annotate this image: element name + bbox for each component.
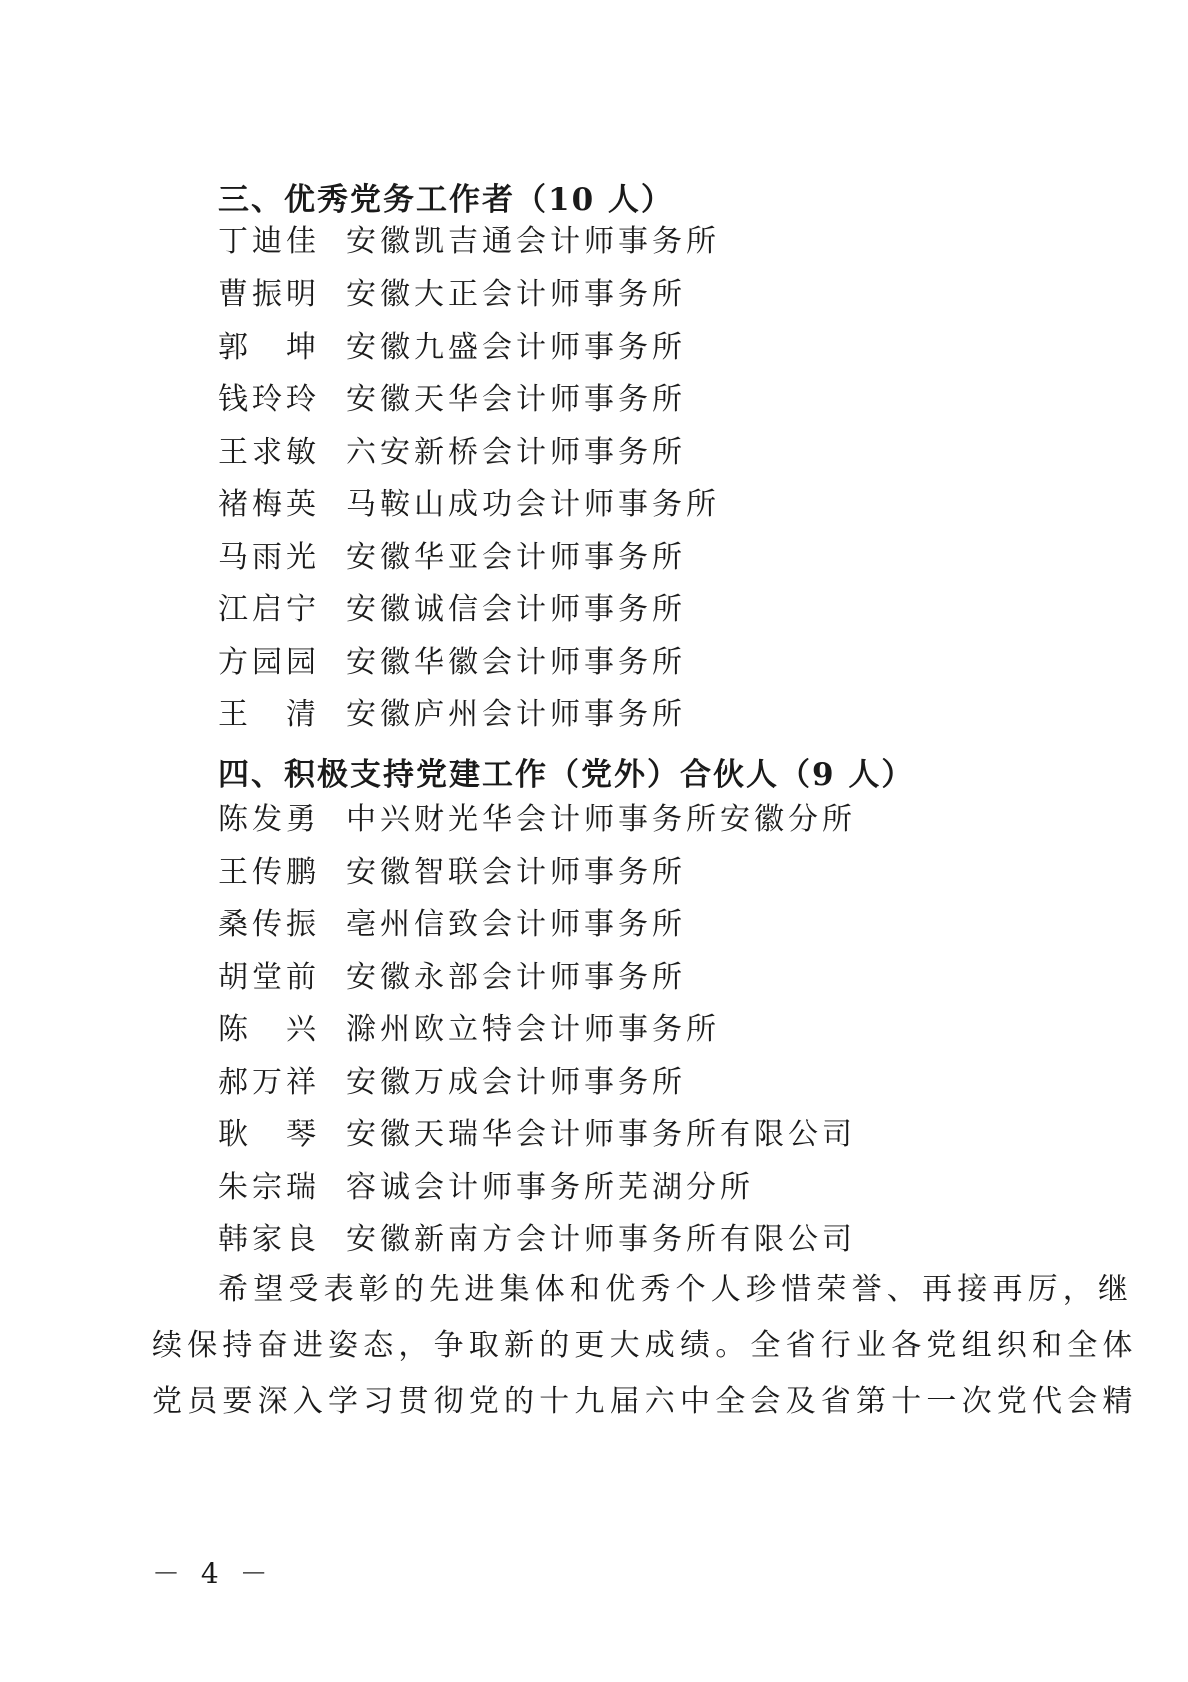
section4-entry (218, 1063, 686, 1103)
firm-name: 安徽庐州会计师事务所 (346, 697, 686, 732)
firm-name: 六安新桥会计师事务所 (346, 435, 686, 470)
firm-name: 安徽天华会计师事务所 (346, 382, 686, 417)
firm-name: 中兴财光华会计师事务所安徽分所 (346, 802, 856, 837)
section3-heading: 三、优秀党务工作者（10 人） (218, 182, 674, 218)
firm-name: 安徽九盛会计师事务所 (346, 330, 686, 365)
person-name: 江启宁 (218, 592, 320, 627)
paragraph-line: 希望受表彰的先进集体和优秀个人珍惜荣誉、再接再厉，继 (218, 1272, 1134, 1307)
firm-name: 安徽万成会计师事务所 (346, 1065, 686, 1100)
person-name: 韩家良 (218, 1222, 320, 1257)
firm-name: 安徽智联会计师事务所 (346, 855, 686, 890)
firm-name: 安徽凯吉通会计师事务所 (346, 224, 720, 259)
person-name: 朱宗瑞 (218, 1170, 320, 1205)
person-name: 陈发勇 (218, 802, 320, 837)
person-name: 王传鹏 (218, 855, 320, 890)
section4-heading: 四、积极支持党建工作（党外）合伙人（9 人） (218, 757, 915, 793)
section3-entry (218, 485, 720, 525)
section3-entry (218, 433, 686, 473)
person-name: 桑传振 (218, 907, 320, 942)
person-name: 褚梅英 (218, 487, 320, 522)
person-name: 方园园 (218, 645, 320, 680)
section3-entry (218, 538, 686, 578)
person-name: 曹振明 (218, 277, 320, 312)
section3-entry (218, 590, 686, 630)
section4-entry (218, 1010, 720, 1050)
firm-name: 容诚会计师事务所芜湖分所 (346, 1170, 754, 1205)
firm-name: 滁州欧立特会计师事务所 (346, 1012, 720, 1047)
person-name: 王求敏 (218, 435, 320, 470)
person-name: 耿 琴 (218, 1117, 320, 1152)
closing-paragraph (152, 1262, 1138, 1430)
paragraph-line: 党员要深入学习贯彻党的十九届六中全会及省第十一次党代会精 (152, 1384, 1138, 1419)
person-name: 郭 坤 (218, 330, 320, 365)
section3-entry (218, 695, 686, 735)
person-name: 钱玲玲 (218, 382, 320, 417)
firm-name: 安徽天瑞华会计师事务所有限公司 (346, 1117, 856, 1152)
section4-entry (218, 1220, 856, 1260)
firm-name: 安徽永部会计师事务所 (346, 960, 686, 995)
section4-entry (218, 905, 686, 945)
section3-entry (218, 222, 720, 262)
page-number: － 4 － (152, 1557, 274, 1590)
section4-entry (218, 1115, 856, 1155)
person-name: 丁迪佳 (218, 224, 320, 259)
firm-name: 安徽华徽会计师事务所 (346, 645, 686, 680)
section3-entry (218, 643, 686, 683)
section3-entry (218, 275, 686, 315)
firm-name: 亳州信致会计师事务所 (346, 907, 686, 942)
section4-entry (218, 1168, 754, 1208)
section4-entry (218, 958, 686, 998)
person-name: 郝万祥 (218, 1065, 320, 1100)
section4-entry (218, 800, 856, 840)
firm-name: 安徽诚信会计师事务所 (346, 592, 686, 627)
firm-name: 安徽大正会计师事务所 (346, 277, 686, 312)
section3-entry (218, 328, 686, 368)
section3-entry (218, 380, 686, 420)
firm-name: 马鞍山成功会计师事务所 (346, 487, 720, 522)
person-name: 王 清 (218, 697, 320, 732)
section4-entry (218, 853, 686, 893)
person-name: 胡堂前 (218, 960, 320, 995)
firm-name: 安徽新南方会计师事务所有限公司 (346, 1222, 856, 1257)
person-name: 陈 兴 (218, 1012, 320, 1047)
firm-name: 安徽华亚会计师事务所 (346, 540, 686, 575)
paragraph-line: 续保持奋进姿态，争取新的更大成绩。全省行业各党组织和全体 (152, 1328, 1138, 1363)
person-name: 马雨光 (218, 540, 320, 575)
